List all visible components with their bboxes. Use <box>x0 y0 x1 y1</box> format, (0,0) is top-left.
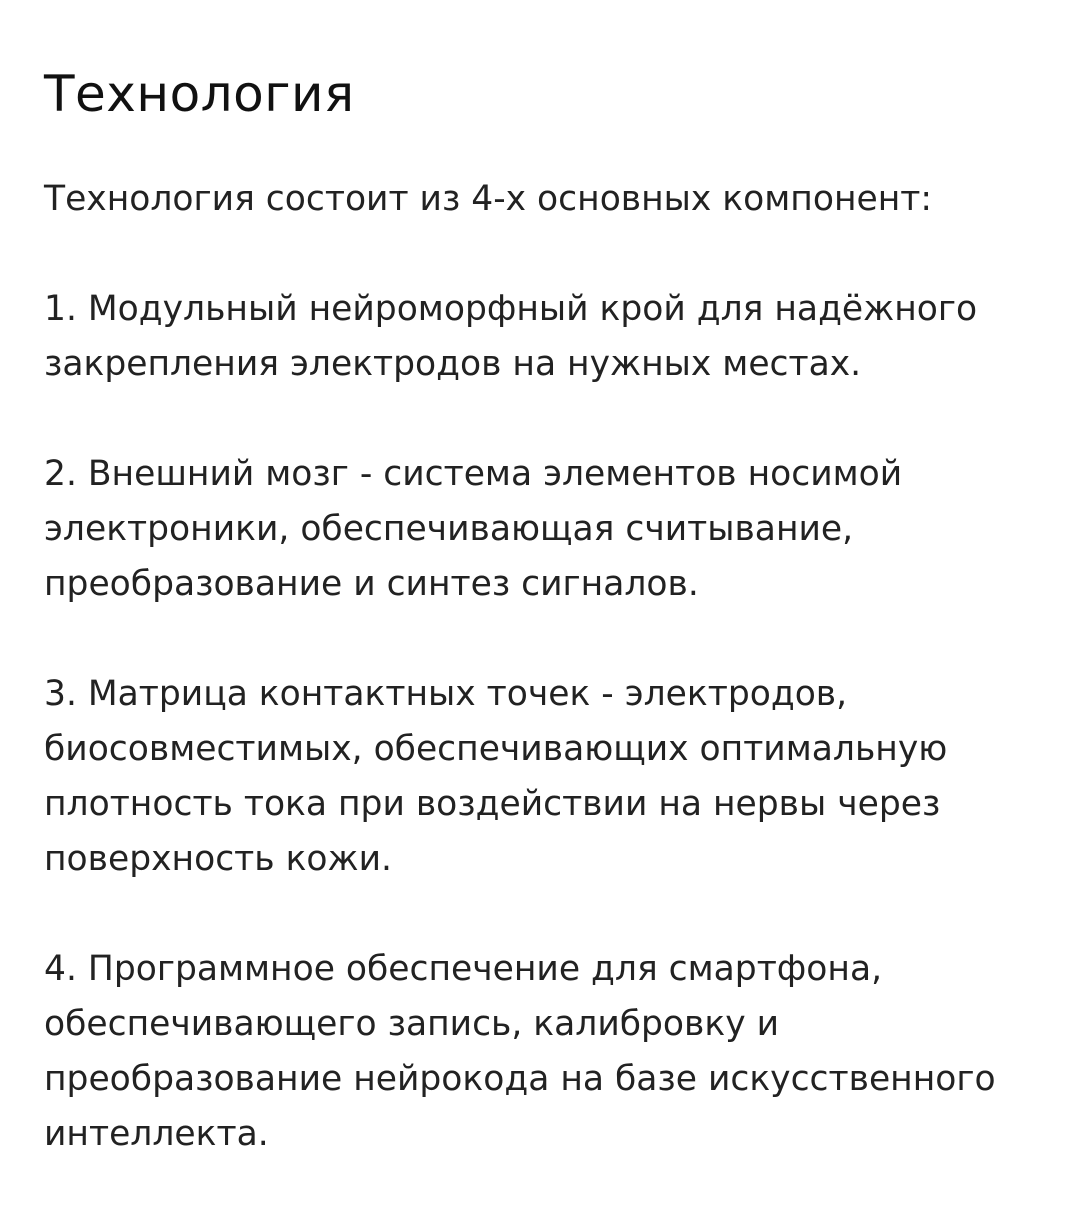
section-title: Технология <box>44 65 355 123</box>
component-item-4: 4. Программное обеспечение для смартфона, обеспечивающего запись, калибровку и преобразование нейрокода на базе искусственного интеллекта. <box>44 949 996 1154</box>
section-intro: Технология состоит из 4-х основных компонент: <box>44 179 933 219</box>
component-list <box>44 282 1036 1162</box>
component-item-2: 2. Внешний мозг - система элементов носимой электроники, обеспечивающая считывание, преобразование и синтез сигналов. <box>44 454 903 604</box>
component-item-3: 3. Матрица контактных точек - электродов, биосовместимых, обеспечивающих оптимальную плотность тока при воздействии на нервы через поверхность кожи. <box>44 674 948 879</box>
component-item-1: 1. Модульный нейроморфный крой для надёжного закрепления электродов на нужных местах. <box>44 289 978 384</box>
